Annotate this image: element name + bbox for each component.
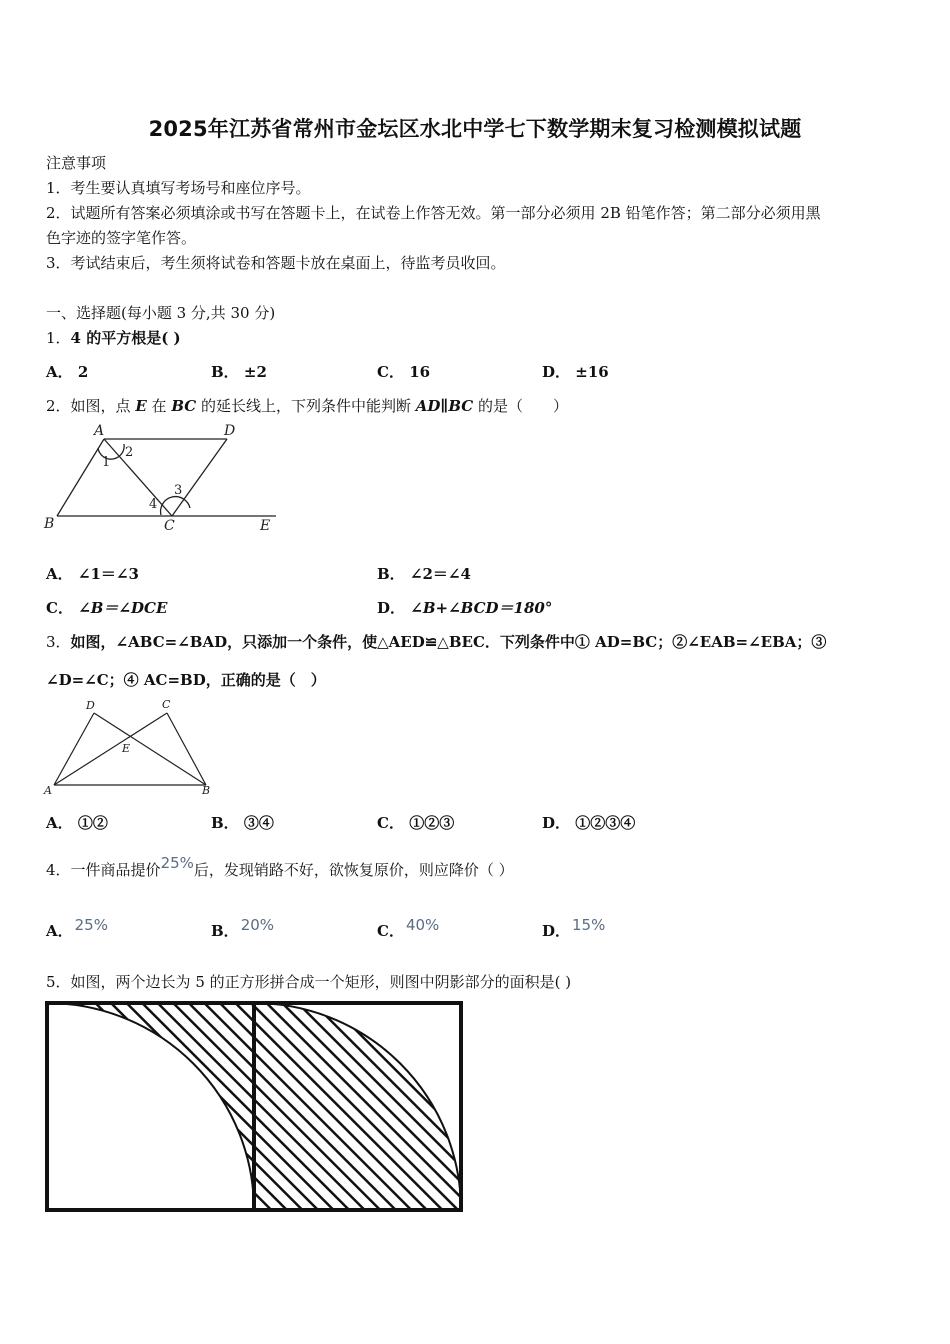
question-text: 4 的平方根是( ) <box>70 329 181 347</box>
option-label: C． <box>377 922 404 940</box>
option-value: ±16 <box>575 363 609 381</box>
option-value: 25% <box>74 916 108 934</box>
option-label: A． <box>46 922 73 940</box>
question-number: 1． <box>46 329 71 347</box>
q1-option-d[interactable] <box>542 361 609 382</box>
label-d: D <box>224 423 236 439</box>
question-number: 5． <box>46 973 71 991</box>
var-bc: BC <box>171 397 197 415</box>
q2-option-b[interactable] <box>377 563 471 584</box>
option-label: B． <box>211 922 239 940</box>
text-segment: 的是（ ） <box>473 397 569 415</box>
segment-bc <box>167 713 206 785</box>
q3-triangles-figure <box>40 695 220 800</box>
option-value: ①②③④ <box>575 814 636 832</box>
option-value: ∠B＝∠DCE <box>78 599 168 617</box>
label-d: D <box>86 699 95 712</box>
option-value: ∠1＝∠3 <box>77 565 139 583</box>
option-label: D． <box>377 599 406 617</box>
option-label: B． <box>211 814 239 832</box>
label-e: E <box>260 518 271 534</box>
label-c: C <box>162 698 171 711</box>
percent-value: 25% <box>160 854 194 872</box>
angle-2: 2 <box>125 445 134 460</box>
q4-option-b[interactable] <box>211 916 275 941</box>
q5-shaded-rectangle-figure <box>44 1000 464 1215</box>
option-label: D． <box>542 363 571 381</box>
var-ad-parallel-bc: AD∥BC <box>415 397 474 415</box>
label-c: C <box>164 518 175 534</box>
question-2 <box>46 395 568 416</box>
option-label: A． <box>46 814 73 832</box>
q3-option-b[interactable] <box>211 812 274 833</box>
label-a: A <box>94 423 105 439</box>
option-label: A． <box>46 363 73 381</box>
option-value: 16 <box>409 363 431 381</box>
segment-dc <box>172 439 227 516</box>
q1-option-a[interactable] <box>46 361 88 382</box>
text-segment: 后，发现销路不好，欲恢复原价，则应降价（ ） <box>193 861 514 879</box>
option-value: 40% <box>405 916 440 934</box>
option-value: ∠2＝∠4 <box>409 565 471 583</box>
label-b: B <box>202 784 211 797</box>
segment-ad <box>54 713 94 785</box>
notice-item-2: 2．试题所有答案必须填涂或书写在答题卡上，在试卷上作答无效。第一部分必须用 2B 铅笔作答；第二部分必须用黑 <box>46 204 821 222</box>
option-label: B． <box>377 565 405 583</box>
q3-option-d[interactable] <box>542 812 635 833</box>
q4-option-d[interactable] <box>542 916 606 941</box>
text-segment: 的延长线上，下列条件中能判断 <box>196 397 416 415</box>
question-text: 如图，两个边长为 5 的正方形拼合成一个矩形，则图中阴影部分的面积是( ) <box>70 973 572 991</box>
page-title: 2025年江苏省常州市金坛区水北中学七下数学期末复习检测模拟试题 <box>148 117 802 141</box>
q2-option-d[interactable] <box>377 597 552 618</box>
angle-4: 4 <box>149 497 158 512</box>
text-segment: 在 <box>146 397 172 415</box>
question-5 <box>46 971 571 992</box>
option-value: ①② <box>77 814 108 832</box>
option-label: C． <box>46 599 73 617</box>
option-value: ③④ <box>243 814 274 832</box>
option-label: C． <box>377 814 404 832</box>
question-4 <box>46 854 514 880</box>
option-value: ∠B+∠BCD＝180° <box>410 599 553 617</box>
q2-option-c[interactable] <box>46 597 167 618</box>
notice-item-1: 1．考生要认真填写考场号和座位序号。 <box>46 179 311 197</box>
label-e: E <box>122 742 131 755</box>
q2-parallelogram-figure <box>40 420 290 538</box>
var-e: E <box>135 397 147 415</box>
notice-item-3: 3．考试结束后，考生须将试卷和答题卡放在桌面上，待监考员收回。 <box>46 254 506 272</box>
option-label: A． <box>46 565 73 583</box>
section-heading: 一、选择题(每小题 3 分,共 30 分) <box>46 304 276 322</box>
question-number: 4． <box>46 861 71 879</box>
q1-option-c[interactable] <box>377 361 430 382</box>
question-1 <box>46 327 181 348</box>
option-value: 15% <box>572 916 606 934</box>
angle-1: 1 <box>102 455 111 470</box>
q4-option-c[interactable] <box>377 916 440 941</box>
segment-ab <box>57 439 104 516</box>
option-label: D． <box>542 922 571 940</box>
option-value: 20% <box>240 916 275 934</box>
text-segment: 一件商品提价 <box>70 861 161 879</box>
option-value: ①②③ <box>409 814 455 832</box>
question-3-line-1 <box>46 631 826 652</box>
text-segment: 如图，点 <box>70 397 136 415</box>
option-value: 2 <box>77 363 89 381</box>
q2-option-a[interactable] <box>46 563 139 584</box>
label-b: B <box>44 516 55 532</box>
question-text: 如图，∠ABC=∠BAD，只添加一个条件，使△AED≌△BEC．下列条件中① AD=BC；②∠EAB=∠EBA；③ <box>70 633 827 651</box>
angle-3: 3 <box>174 483 183 498</box>
q4-option-a[interactable] <box>46 916 108 941</box>
notice-heading: 注意事项 <box>46 154 107 172</box>
question-3-line-2: ∠D=∠C；④ AC=BD，正确的是（ ） <box>46 671 326 689</box>
option-label: C． <box>377 363 404 381</box>
q3-option-c[interactable] <box>377 812 454 833</box>
option-value: ±2 <box>243 363 267 381</box>
notice-item-2-cont: 色字迹的签字笔作答。 <box>46 229 197 247</box>
q3-option-a[interactable] <box>46 812 108 833</box>
label-a: A <box>44 784 52 797</box>
option-label: B． <box>211 363 239 381</box>
question-number: 2． <box>46 397 71 415</box>
q1-option-b[interactable] <box>211 361 267 382</box>
question-number: 3． <box>46 633 71 651</box>
option-label: D． <box>542 814 571 832</box>
